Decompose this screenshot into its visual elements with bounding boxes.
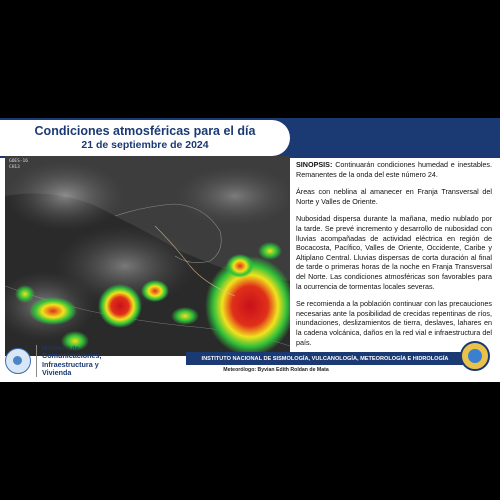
recommendation-paragraph: Se recomienda a la población continuar con las precauciones necesarias ante la posibilidad de crecidas repentinas de ríos, inundaciones, deslizamientos de tierra, deslaves, lahares en la cadena volcánica, daños en la red vial e infraestructura del país. xyxy=(296,299,492,347)
ministry-line: Infraestructura y xyxy=(42,359,99,369)
title-bar xyxy=(0,118,500,158)
meteorologist-credit: Meteorólogo: Byvian Edith Roldan de Mata xyxy=(223,367,329,373)
bulletin-title: Condiciones atmosféricas para el día xyxy=(34,124,256,138)
insivumeh-logo-icon xyxy=(460,341,490,371)
storm-cell xyxy=(29,297,77,325)
storm-cell xyxy=(226,254,254,278)
storm-cell xyxy=(171,307,199,325)
fog-paragraph: Áreas con neblina al amanecer en Franja Transversal del Norte y Valles de Oriente. xyxy=(296,187,492,206)
synopsis-label: SINOPSIS: xyxy=(296,160,333,169)
bulletin-slide xyxy=(0,118,500,382)
cloud-band xyxy=(175,166,290,226)
cloudiness-paragraph: Nubosidad dispersa durante la mañana, medio nublado por la tarde. Se prevé incremento y desarrollo de nubosidad con lluvias acompañadas de actividad eléctrica en región de Bocacosta, Pacífico, Valles de Oriente, Occidente, Caribe y Altiplano Central. Lluvias dispersas de corta duración al final de tarde o primeras horas de la noche en Franja Transversal del Norte. Las condiciones atmosféricas son favorables para la ocurrencia de tormentas locales severas. xyxy=(296,214,492,291)
institute-bar: INSTITUTO NACIONAL DE SISMOLOGÍA, VULCANOLOGÍA, METEOROLOGÍA E HIDROLOGÍA xyxy=(186,352,464,365)
storm-cell xyxy=(98,284,142,328)
title-banner xyxy=(0,120,290,156)
ministry-logo xyxy=(5,343,185,379)
forecast-text xyxy=(296,160,492,350)
satellite-image xyxy=(5,156,290,356)
storm-cell xyxy=(141,280,169,302)
ministry-line: Ministerio de xyxy=(42,344,79,352)
cloud-band xyxy=(5,161,125,231)
ministry-line: Vivienda xyxy=(42,367,72,377)
satellite-channel-label: GOES-16 CH13 xyxy=(9,159,28,170)
guatemala-seal-icon xyxy=(5,348,31,374)
satellite-map xyxy=(5,156,290,356)
ministry-name xyxy=(36,345,102,377)
ministry-line: Comunicaciones, xyxy=(42,351,102,361)
storm-cell xyxy=(258,242,282,260)
synopsis-paragraph xyxy=(296,160,492,179)
bulletin-date: 21 de septiembre de 2024 xyxy=(81,139,209,151)
synopsis-text: Continuarán condiciones humedad e inestables. Remanentes de la onda del este número 24. xyxy=(296,160,492,179)
storm-cell xyxy=(15,285,35,303)
